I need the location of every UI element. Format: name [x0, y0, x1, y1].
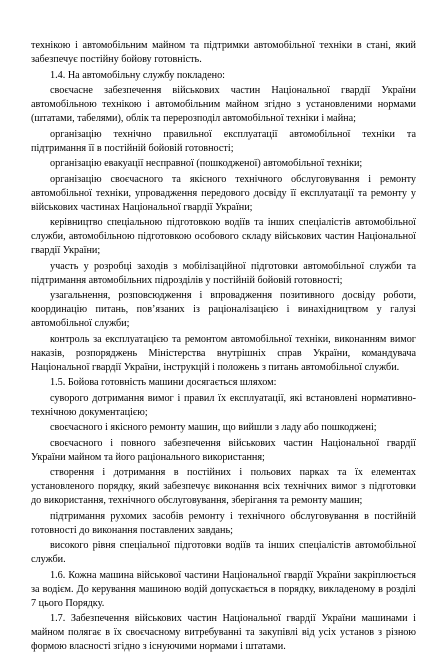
- paragraph: створення і дотримання в постійних і польових парках та їх елементах установленого порядку, який забезпечує виконання всіх технічних вимог з підготовки до використання, технічного обслуговування, зберігання та ремонту машин;: [31, 467, 416, 506]
- paragraph: своєчасного і повного забезпечення військових частин Національної гвардії України майном та його раціонального використання;: [31, 437, 416, 463]
- paragraph: 1.5. Бойова готовність машини досягається шляхом:: [50, 377, 277, 388]
- paragraph: підтримання рухомих засобів ремонту і технічного обслуговування в постійній готовності до виконання поставлених завдань;: [31, 510, 416, 536]
- paragraph: 1.7. Забезпечення військових частин Національної гвардії України машинами і майном полягає в їх своєчасному витребуванні та закупівлі від усіх установ з різною формою власності згідно з існуючими нормами і штатами.: [31, 613, 416, 652]
- paragraph: контроль за експлуатацією та ремонтом автомобільної техніки, виконанням вимог наказів, розпоряджень Міністерства внутрішніх справ України, командувача Національної гвардії України, інструкцій і положень з питань автомобільної служби.: [31, 333, 416, 373]
- paragraph: керівництво спеціальною підготовкою водіїв та інших спеціалістів автомобільної служби, автомобільною підготовкою особового складу військових частин Національної гвардії України;: [31, 217, 416, 256]
- paragraph: високого рівня спеціальної підготовки водіїв та інших спеціалістів автомобільної служби.: [31, 540, 416, 565]
- paragraph: 1.4. На автомобільну службу покладено:: [50, 69, 226, 81]
- paragraph: організацію технічно правильної експлуатації автомобільної техніки та підтримання її в постійній бойовій готовності;: [31, 128, 416, 154]
- paragraph: участь у розробці заходів з мобілізаційної підготовки автомобільної служби та підтримання автомобільних підрозділів у постійній бойовій готовності;: [31, 260, 416, 286]
- body-text: [31, 39, 416, 654]
- paragraph: 1.6. Кожна машина військової частини Національної гвардії України закріплюється за водієм. До керування машиною водій допускається в порядку, викладеному в розділі 7 цього Порядку.: [31, 569, 416, 609]
- paragraph: узагальнення, розповсюдження і впровадження позитивного досвіду роботи, координацію питань, пов’язаних із раціоналізацією і винахідництвом у галузі автомобільної служби;: [31, 290, 416, 329]
- paragraph: організацію евакуації несправної (пошкодженої) автомобільної техніки;: [50, 158, 363, 169]
- paragraph: своєчасне забезпечення військових частин Національної гвардії України автомобільною технікою і автомобільним майном згідно з установленими нормами (штатами, табелями), облік та перерозподіл автомобільної техніки і майна;: [31, 85, 416, 124]
- paragraph: організацію своєчасного та якісного технічного обслуговування і ремонту автомобільної техніки, упровадження передового досвіду її експлуатації та ремонту у військових частинах Національної гвардії України;: [31, 173, 416, 213]
- paragraph: своєчасного і якісного ремонту машин, що вийшли з ладу або пошкоджені;: [50, 422, 377, 433]
- paragraph: технікою і автомобільним майном та підтримки автомобільної техніки в стані, який забезпечує постійну бойову готовність.: [31, 40, 416, 65]
- paragraph: суворого дотримання вимог і правил їх експлуатації, які встановлені нормативно-технічною документацією;: [31, 392, 416, 418]
